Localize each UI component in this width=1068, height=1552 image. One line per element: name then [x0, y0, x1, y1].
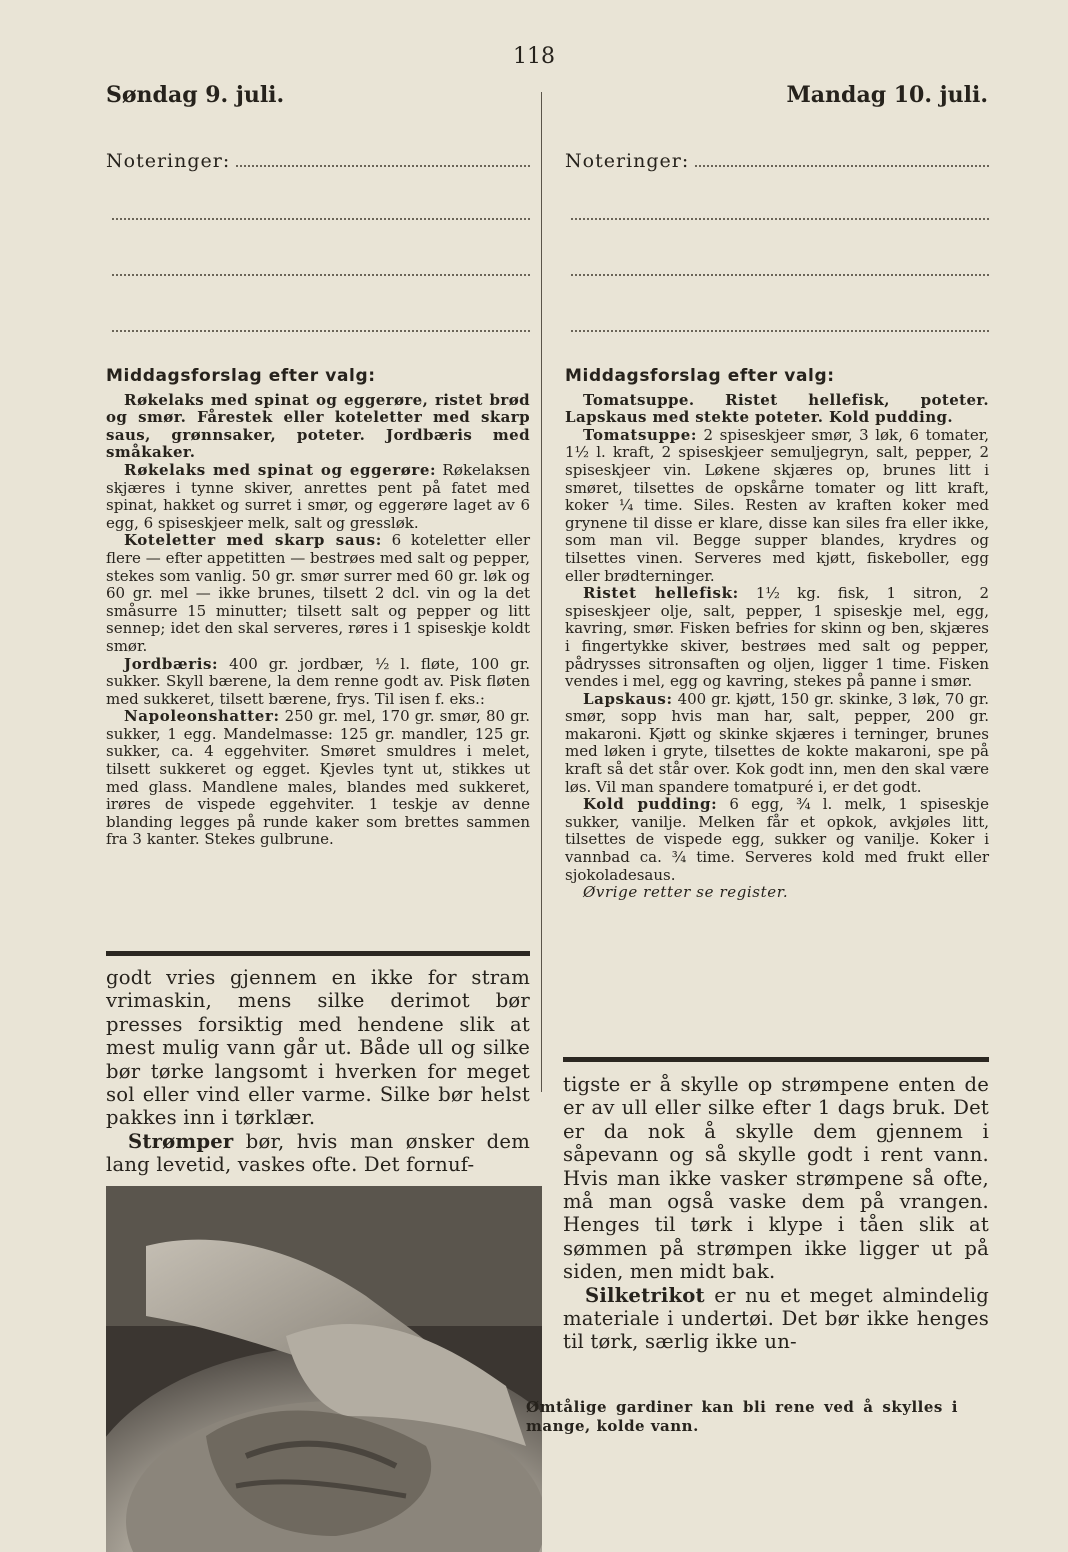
left-notes-lines — [106, 150, 530, 374]
recipe-paragraph — [106, 532, 530, 655]
laundry-photo-illustration — [106, 1186, 542, 1552]
recipe-text: 1½ kg. fisk, 1 sitron, 2 spiseskjeer olje, salt, pepper, 1 spiseskje mel, egg, kavring, smør. Fisken befries for skinn og ben, skjæres i fingertykke skiver, bestrøes med salt og pepper, pådrysses sitronsaften og oljen, ligger 1 time. Fisken vendes i mel, egg og kavring, stekes på panne i smør. — [565, 584, 989, 691]
menu-heading: Middagsforslag efter valg: — [565, 366, 835, 386]
column-divider — [541, 92, 542, 1092]
notes-line — [565, 150, 989, 206]
recipe-title: Kold pudding: — [583, 795, 718, 814]
right-notes-lines — [565, 150, 989, 374]
right-menu-column — [565, 368, 989, 902]
other-dishes-note: Øvrige retter se register. — [583, 883, 789, 902]
recipe-text: 250 gr. mel, 170 gr. smør, 80 gr. sukker, 1 egg. Mandelmasse: 125 gr. mandler, 125 gr. sukker, ca. 4 eggehviter. Smøret smuldres i melet, tilsett sukkeret og egget. Kjevles tynt ut, stikkes ut med glass. Mandlene males, blandes med sukkeret, irøres de vispede eggehviter. 1 teskje av denne blanding legges på runde kaker som brettes sammen fra 3 kanter. Stekes gulbrune. — [106, 707, 530, 849]
recipe-title: Tomatsuppe: — [583, 425, 697, 444]
notes-line — [106, 150, 530, 206]
page-number: 118 — [513, 44, 555, 69]
recipe-paragraph — [565, 691, 989, 797]
recipe-title: Lapskaus: — [583, 689, 673, 708]
right-day-heading: Mandag 10. juli. — [786, 82, 988, 108]
left-day-heading: Søndag 9. juli. — [106, 82, 285, 108]
menu-intro: Tomatsuppe. Ristet hellefisk, poteter. Lapskaus med stekte poteter. Kold pudding. — [565, 390, 989, 427]
notes-line — [106, 206, 530, 262]
recipe-text: 400 gr. kjøtt, 150 gr. skinke, 3 løk, 70 gr. smør, sopp hvis man har, salt, pepper, 200 gr. makaroni. Kjøtt og skinke skjæres i terninger, brunes med løken i gryte, tilsettes de kokte makaroni, spe på kraft så det står over. Kok godt inn, men den skal være løs. Vil man spandere tomatpuré i, er det godt. — [565, 689, 989, 796]
laundry-paragraph: tigste er å skylle op strømpene enten de er av ull eller silke efter 1 dags bruk. Det er da nok å skylle dem gjennem i såpevann og så skylle godt i rent vann. Hvis man ikke vasker strømpene så ofte, må man også vaske dem på vrangen. Henges til tørk i klype i tåen slik at sømmen på strømpen ikke ligger ut på siden, men midt bak. — [563, 1073, 989, 1284]
notes-label: Noteringer: — [565, 150, 690, 172]
laundry-topic: Silketrikot — [585, 1283, 705, 1307]
recipe-title: Ristet hellefisk: — [583, 584, 739, 603]
recipe-paragraph — [565, 796, 989, 884]
recipe-text: Røkelaksen skjæres i tynne skiver, anrettes pent på fatet med spinat, hakket og surret i smør, og eggerøre laget av 6 egg, 6 spiseskjeer melk, salt og gressløk. — [106, 460, 530, 532]
recipe-title: Jordbæris: — [124, 654, 219, 673]
menu-heading: Middagsforslag efter valg: — [106, 366, 376, 386]
section-rule — [563, 1057, 989, 1062]
recipe-text: 6 koteletter eller flere — efter appetitten — bestrøes med salt og pepper, stekes som vanlig. 50 gr. smør surrer med 60 gr. løk og 60 gr. mel — ikke brunes, tilsett 2 dcl. vin og la det småsurre 15 minutter; tilsett salt og pepper og litt sennep; idet den skal serveres, røres i 1 spiseskje koldt smør. — [106, 531, 531, 655]
recipe-text: 6 egg, ¾ l. melk, 1 spiseskje sukker, vanilje. Melken får et opkok, avkjøles litt, tilsettes de vispede egg, sukker og vanilje. Koker i vannbad ca. ¾ time. Serveres kold med frukt eller sjokoladesaus. — [565, 795, 989, 884]
right-laundry-text — [563, 1073, 989, 1354]
recipe-paragraph — [106, 462, 530, 532]
recipe-text: 400 gr. jordbær, ½ l. fløte, 100 gr. sukker. Skyll bærene, la dem renne godt av. Pisk fløten med sukkeret, tilsett bærene, frys. Til isen f. eks.: — [106, 654, 530, 708]
recipe-paragraph — [106, 656, 530, 709]
notes-line — [565, 206, 989, 262]
recipe-title: Koteletter med skarp saus: — [124, 531, 382, 550]
recipe-paragraph — [106, 708, 530, 849]
section-rule — [106, 951, 530, 956]
recipe-title: Røkelaks med spinat og eggerøre: — [124, 460, 437, 479]
left-laundry-text — [106, 966, 530, 1177]
recipe-text: 2 spiseskjeer smør, 3 løk, 6 tomater, 1½ l. kraft, 2 spiseskjeer semuljegryn, salt, pepper, 2 spiseskjeer vin. Løkene skjæres op, brunes litt i smøret, tilsettes de opskårne tomater og litt kraft, koker ¼ time. Siles. Resten av kraften koker med grynene til disse er klare, disse kan siles fra eller ikke, som man vil. Begge supper blandes, krydres og tilsettes vinen. Serveres med kjøtt, fiskeboller, egg eller brødterninger. — [565, 425, 989, 585]
notes-line — [565, 262, 989, 318]
laundry-paragraph: Strømper bør, hvis man ønsker dem lang levetid, vaskes ofte. Det fornuf- — [106, 1129, 530, 1177]
laundry-topic: Strømper — [128, 1129, 234, 1153]
menu-intro: Røkelaks med spinat og eggerøre, ristet brød og smør. Fårestek eller koteletter med skarp saus, grønnsaker, poteter. Jordbæris med småkaker. — [106, 390, 530, 462]
recipe-paragraph — [565, 585, 989, 691]
notes-label: Noteringer: — [106, 150, 231, 172]
recipe-title: Napoleonshatter: — [124, 707, 280, 726]
left-menu-column — [106, 368, 530, 849]
laundry-photo — [106, 1186, 542, 1552]
laundry-paragraph: Silketrikot er nu et meget almindelig materiale i undertøi. Det bør ikke henges til tørk, særlig ikke un- — [563, 1283, 989, 1354]
photo-caption: Ømtålige gardiner kan bli rene ved å skylles i mange, kolde vann. — [526, 1398, 958, 1435]
notes-line — [106, 262, 530, 318]
recipe-paragraph — [565, 427, 989, 585]
laundry-paragraph: godt vries gjennem en ikke for stram vrimaskin, mens silke derimot bør presses forsiktig med hendene slik at mest mulig vann går ut. Både ull og silke bør tørke langsomt i hverken for meget sol eller vind eller varme. Silke bør helst pakkes inn i tørklær. — [106, 966, 530, 1130]
